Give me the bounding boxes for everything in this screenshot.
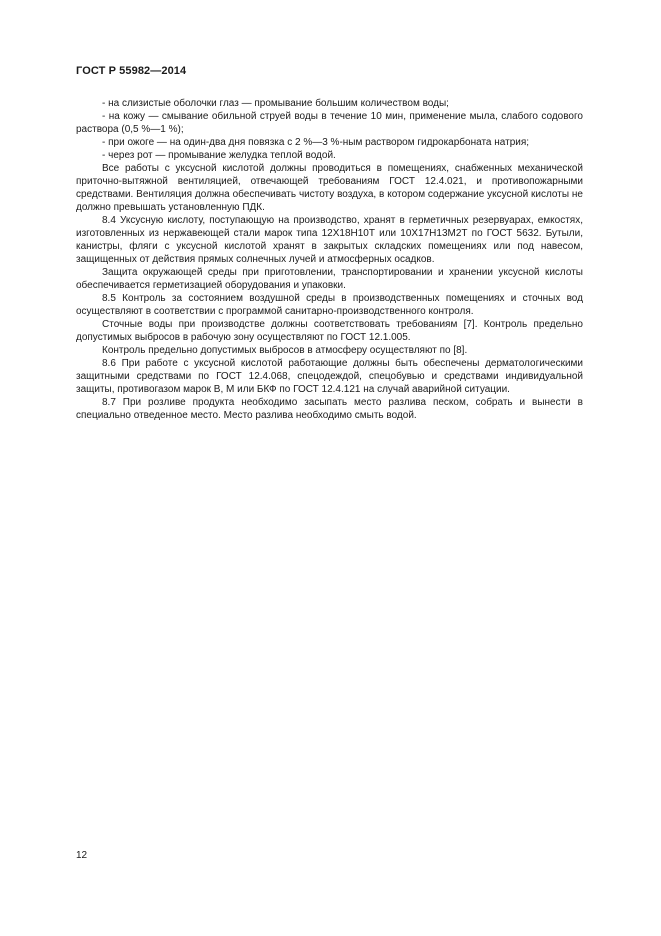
paragraph: 8.5 Контроль за состоянием воздушной среды в производственных помещениях и сточных вод осуществляют в соответствии с программой санитарно-производственного контроля. (76, 293, 583, 317)
paragraph: - при ожоге — на один-два дня повязка с 2 %—3 %-ным раствором гидрокарбоната натрия; (102, 137, 530, 148)
paragraph: Контроль предельно допустимых выбросов в атмосферу осуществляют по [8]. (102, 345, 468, 356)
document-body (76, 97, 583, 422)
paragraph: 8.7 При розливе продукта необходимо засыпать место разлива песком, собрать и вынести в специально отведенное место. Место разлива необходимо смыть водой. (76, 397, 583, 421)
paragraph: 8.4 Уксусную кислоту, поступающую на производство, хранят в герметичных резервуарах, емкостях, изготовленных из нержавеющей стали марок типа 12Х18Н10Т или 10Х17Н13М2Т по ГОСТ 5632. Бутыли, канистры, фляги с уксусной кислотой хранят в закрытых складских помещениях или под навесом, защищенных от действия прямых солнечных лучей и атмосферных осадков. (76, 215, 583, 265)
paragraph: - на кожу — смывание обильной струей воды в течение 10 мин, применение мыла, слабого содового раствора (0,5 %—1 %); (76, 111, 583, 135)
paragraph: 8.6 При работе с уксусной кислотой работающие должны быть обеспечены дерматологическими защитными средствами по ГОСТ 12.4.068, спецодеждой, спецобувью и средствами индивидуальной защиты, противогазом марок В, М или БКФ по ГОСТ 12.4.121 на случай аварийной ситуации. (76, 358, 583, 395)
paragraph: - через рот — промывание желудка теплой водой. (102, 150, 336, 161)
paragraph: Все работы с уксусной кислотой должны проводиться в помещениях, снабженных механической приточно-вытяжной вентиляцией, отвечающей требованиям ГОСТ 12.4.021, и противопожарными средствами. Вентиляция должна обеспечивать чистоту воздуха, в котором содержание уксусной кислоты не должно превышать установленную ПДК. (76, 163, 583, 213)
paragraph: Сточные воды при производстве должны соответствовать требованиям [7]. Контроль предельно допустимых выбросов в рабочую зону осуществляют по ГОСТ 12.1.005. (76, 319, 583, 343)
paragraph: Защита окружающей среды при приготовлении, транспортировании и хранении уксусной кислоты обеспечивается герметизацией оборудования и упаковки. (76, 267, 583, 291)
page-number: 12 (76, 850, 88, 861)
paragraph: - на слизистые оболочки глаз — промывание большим количеством воды; (102, 98, 449, 109)
document-header: ГОСТ Р 55982—2014 (76, 65, 187, 77)
